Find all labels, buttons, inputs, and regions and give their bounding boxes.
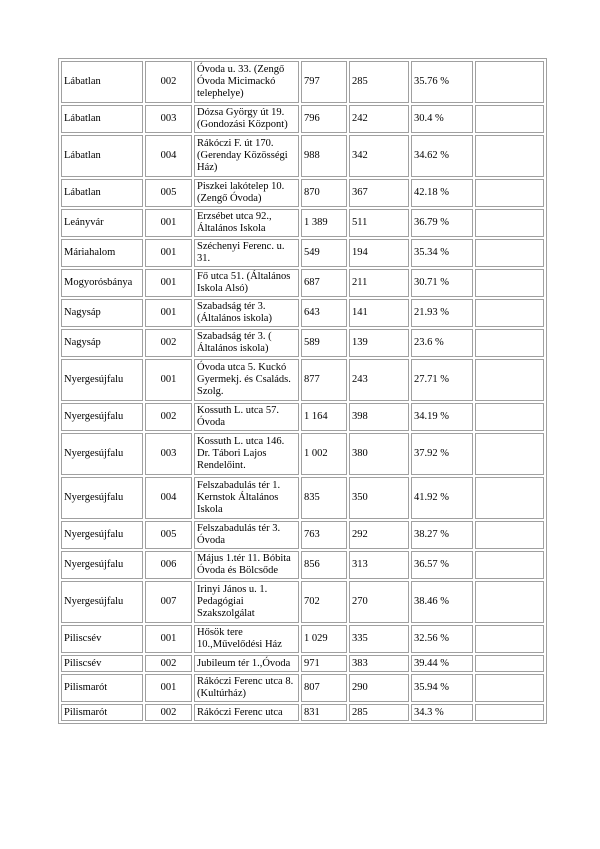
district-code-cell: 001 [145,674,192,702]
district-code-cell: 005 [145,179,192,207]
polling-address-cell: Rákóczi Ferenc utca 8. (Kultúrház) [194,674,299,702]
district-code-cell: 002 [145,329,192,357]
settlement-cell: Piliscsév [61,625,143,653]
votes-cast-cell: 270 [349,581,409,623]
polling-address-cell: Óvoda u. 33. (Zengő Óvoda Micimackó telephelye) [194,61,299,103]
table-row [61,61,544,103]
district-code-cell: 001 [145,625,192,653]
votes-cast-cell: 342 [349,135,409,177]
polling-address-cell: Felszabadulás tér 1. Kernstok Általános Iskola [194,477,299,519]
district-code-cell: 004 [145,477,192,519]
empty-cell [475,269,544,297]
table-row [61,477,544,519]
polling-address-cell: Jubileum tér 1.,Óvoda [194,655,299,672]
settlement-cell: Leányvár [61,209,143,237]
turnout-percent-cell: 36.57 % [411,551,473,579]
votes-cast-cell: 139 [349,329,409,357]
empty-cell [475,581,544,623]
polling-address-cell: Rákóczi F. út 170. (Gerenday Közösségi Ház) [194,135,299,177]
registered-voters-cell: 988 [301,135,347,177]
empty-cell [475,655,544,672]
table-row [61,433,544,475]
turnout-percent-cell: 30.4 % [411,105,473,133]
votes-cast-cell: 285 [349,61,409,103]
district-code-cell: 001 [145,299,192,327]
empty-cell [475,179,544,207]
polling-address-cell: Hősök tere 10.,Művelődési Ház [194,625,299,653]
empty-cell [475,359,544,401]
district-code-cell: 002 [145,704,192,721]
district-code-cell: 003 [145,105,192,133]
table-row [61,329,544,357]
turnout-percent-cell: 35.94 % [411,674,473,702]
table-row [61,403,544,431]
empty-cell [475,521,544,549]
table-row [61,551,544,579]
registered-voters-cell: 831 [301,704,347,721]
empty-cell [475,477,544,519]
turnout-percent-cell: 35.34 % [411,239,473,267]
empty-cell [475,209,544,237]
settlement-cell: Máriahalom [61,239,143,267]
district-code-cell: 001 [145,239,192,267]
registered-voters-cell: 835 [301,477,347,519]
registered-voters-cell: 796 [301,105,347,133]
votes-cast-cell: 335 [349,625,409,653]
table-body [61,61,544,721]
polling-address-cell: Május 1.tér 11. Bóbita Óvoda és Bölcsőde [194,551,299,579]
empty-cell [475,135,544,177]
district-code-cell: 002 [145,61,192,103]
settlement-cell: Nyergesújfalu [61,359,143,401]
settlement-cell: Nyergesújfalu [61,581,143,623]
settlement-cell: Nagysáp [61,299,143,327]
polling-address-cell: Dózsa György út 19. (Gondozási Központ) [194,105,299,133]
table-row [61,625,544,653]
polling-address-cell: Szabadság tér 3. ( Általános iskola) [194,329,299,357]
turnout-percent-cell: 34.19 % [411,403,473,431]
turnout-percent-cell: 36.79 % [411,209,473,237]
settlement-cell: Nyergesújfalu [61,403,143,431]
empty-cell [475,625,544,653]
settlement-cell: Nyergesújfalu [61,433,143,475]
registered-voters-cell: 1 002 [301,433,347,475]
settlement-cell: Pilismarót [61,704,143,721]
registered-voters-cell: 807 [301,674,347,702]
settlement-cell: Lábatlan [61,61,143,103]
empty-cell [475,61,544,103]
registered-voters-cell: 1 164 [301,403,347,431]
table-row [61,209,544,237]
votes-cast-cell: 511 [349,209,409,237]
registered-voters-cell: 856 [301,551,347,579]
document-page [58,58,547,724]
polling-address-cell: Óvoda utca 5. Kuckó Gyermekj. és Családs. Szolg. [194,359,299,401]
settlement-cell: Piliscsév [61,655,143,672]
turnout-percent-cell: 39.44 % [411,655,473,672]
settlement-cell: Lábatlan [61,179,143,207]
votes-cast-cell: 292 [349,521,409,549]
settlement-cell: Nagysáp [61,329,143,357]
polling-address-cell: Irinyi János u. 1. Pedagógiai Szakszolgálat [194,581,299,623]
votes-cast-cell: 383 [349,655,409,672]
votes-cast-cell: 290 [349,674,409,702]
votes-cast-cell: 141 [349,299,409,327]
votes-cast-cell: 211 [349,269,409,297]
registered-voters-cell: 797 [301,61,347,103]
votes-cast-cell: 398 [349,403,409,431]
settlement-cell: Nyergesújfalu [61,521,143,549]
table-row [61,239,544,267]
registered-voters-cell: 1 389 [301,209,347,237]
votes-cast-cell: 380 [349,433,409,475]
turnout-percent-cell: 42.18 % [411,179,473,207]
registered-voters-cell: 702 [301,581,347,623]
district-code-cell: 006 [145,551,192,579]
district-code-cell: 001 [145,359,192,401]
registered-voters-cell: 870 [301,179,347,207]
registered-voters-cell: 1 029 [301,625,347,653]
votes-cast-cell: 194 [349,239,409,267]
empty-cell [475,105,544,133]
table-row [61,581,544,623]
district-code-cell: 002 [145,655,192,672]
polling-address-cell: Felszabadulás tér 3. Óvoda [194,521,299,549]
district-code-cell: 001 [145,269,192,297]
registered-voters-cell: 877 [301,359,347,401]
polling-address-cell: Kossuth L. utca 57. Óvoda [194,403,299,431]
turnout-percent-cell: 27.71 % [411,359,473,401]
polling-address-cell: Rákóczi Ferenc utca [194,704,299,721]
table-row [61,135,544,177]
settlement-cell: Mogyorósbánya [61,269,143,297]
turnout-percent-cell: 21.93 % [411,299,473,327]
table-row [61,655,544,672]
turnout-percent-cell: 32.56 % [411,625,473,653]
polling-address-cell: Piszkei lakótelep 10. (Zengő Óvoda) [194,179,299,207]
votes-cast-cell: 243 [349,359,409,401]
district-code-cell: 007 [145,581,192,623]
empty-cell [475,403,544,431]
table-row [61,105,544,133]
turnout-percent-cell: 34.3 % [411,704,473,721]
table-row [61,269,544,297]
settlement-cell: Pilismarót [61,674,143,702]
district-code-cell: 005 [145,521,192,549]
votes-cast-cell: 285 [349,704,409,721]
empty-cell [475,329,544,357]
district-code-cell: 001 [145,209,192,237]
empty-cell [475,433,544,475]
registered-voters-cell: 687 [301,269,347,297]
table-row [61,704,544,721]
table-row [61,521,544,549]
table-row [61,179,544,207]
empty-cell [475,704,544,721]
turnout-percent-cell: 38.27 % [411,521,473,549]
settlement-cell: Lábatlan [61,105,143,133]
registered-voters-cell: 643 [301,299,347,327]
polling-address-cell: Szabadság tér 3. (Általános iskola) [194,299,299,327]
polling-address-cell: Széchenyi Ferenc. u. 31. [194,239,299,267]
empty-cell [475,674,544,702]
district-code-cell: 002 [145,403,192,431]
polling-address-cell: Erzsébet utca 92., Általános Iskola [194,209,299,237]
turnout-percent-cell: 35.76 % [411,61,473,103]
registered-voters-cell: 763 [301,521,347,549]
turnout-percent-cell: 37.92 % [411,433,473,475]
turnout-percent-cell: 23.6 % [411,329,473,357]
polling-address-cell: Kossuth L. utca 146. Dr. Tábori Lajos Rendelőint. [194,433,299,475]
turnout-percent-cell: 30.71 % [411,269,473,297]
votes-cast-cell: 313 [349,551,409,579]
district-code-cell: 004 [145,135,192,177]
registered-voters-cell: 589 [301,329,347,357]
polling-address-cell: Fő utca 51. (Általános Iskola Alsó) [194,269,299,297]
settlement-cell: Nyergesújfalu [61,477,143,519]
registered-voters-cell: 971 [301,655,347,672]
settlement-cell: Lábatlan [61,135,143,177]
empty-cell [475,551,544,579]
turnout-percent-cell: 41.92 % [411,477,473,519]
votes-cast-cell: 242 [349,105,409,133]
registered-voters-cell: 549 [301,239,347,267]
turnout-percent-cell: 34.62 % [411,135,473,177]
turnout-percent-cell: 38.46 % [411,581,473,623]
district-code-cell: 003 [145,433,192,475]
votes-cast-cell: 367 [349,179,409,207]
empty-cell [475,299,544,327]
settlement-cell: Nyergesújfalu [61,551,143,579]
table-row [61,299,544,327]
table-row [61,359,544,401]
polling-station-table [58,58,547,724]
table-row [61,674,544,702]
votes-cast-cell: 350 [349,477,409,519]
empty-cell [475,239,544,267]
